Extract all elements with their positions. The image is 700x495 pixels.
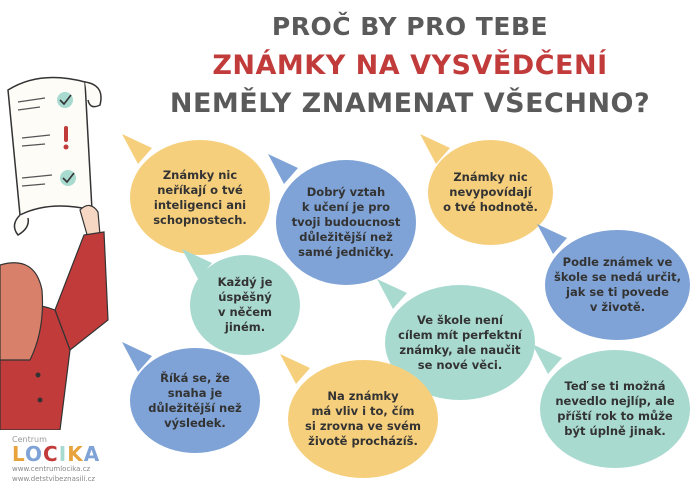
speech-bubble-effort xyxy=(130,348,260,453)
speech-bubble-circumstances xyxy=(288,360,438,478)
bubble-tail xyxy=(122,342,152,372)
bubble-text: Známky nic nevypovídají o tvé hodnotě. xyxy=(443,170,538,214)
bubble-text: Známky nic neříkají o tvé inteligenci ani schopnostech. xyxy=(153,167,247,227)
speech-bubble-relationship xyxy=(276,160,416,285)
title-line-3: NEMĚLY ZNAMENAT VŠECHNO? xyxy=(169,88,651,119)
speech-bubble-intelligence xyxy=(130,140,270,255)
bubble-tail xyxy=(537,224,567,254)
bubble-text: Ve škole není cílem mít perfektní známky, ale naučit se nové věci. xyxy=(398,312,522,372)
speech-bubble-value xyxy=(428,140,553,245)
logo-main-text xyxy=(12,444,100,464)
bubble-text: Každý je úspěšný v něčem jiném. xyxy=(217,275,273,334)
centrum-locika-logo xyxy=(12,435,100,464)
girl-holding-certificate-illustration xyxy=(0,60,130,430)
bubble-tail xyxy=(377,279,407,309)
logo-letter: I xyxy=(58,442,68,466)
bubble-text: Na známky má vliv i to, čím si zrovna ve svém životě procházíš. xyxy=(305,389,421,448)
title-line-1: PROČ BY PRO TEBE xyxy=(271,12,549,41)
logo-letter: C xyxy=(43,442,59,466)
bubble-tail xyxy=(122,134,152,164)
bubble-tail xyxy=(420,134,450,164)
bubble-tail xyxy=(532,344,562,374)
website-links xyxy=(12,464,95,484)
bubble-text: Teď se ti možná nevedlo nejlíp, ale příští rok to může být úplně jinak. xyxy=(555,379,675,438)
logo-letter: L xyxy=(12,442,26,466)
bubble-tail xyxy=(280,354,310,384)
speech-bubble-success xyxy=(190,255,300,355)
url-detstvi-bez-nasili[interactable]: www.detstvibeznasili.cz xyxy=(12,475,96,483)
logo-letter: O xyxy=(25,442,44,466)
logo-small-text: Centrum xyxy=(12,435,47,444)
speech-bubble-life xyxy=(545,230,690,340)
bubble-tail xyxy=(182,249,212,279)
url-centrum-locika[interactable]: www.centrumlocika.cz xyxy=(12,465,91,473)
bubble-tail xyxy=(268,154,298,184)
bubble-text: Dobrý vztah k učení je pro tvoji budoucnost důležitější než samé jedničky. xyxy=(291,185,401,259)
logo-letter: A xyxy=(83,442,101,466)
speech-bubble-next-year xyxy=(540,350,690,468)
bubble-text: Podle známek ve škole se nedá určit, jak se ti povede v životě. xyxy=(554,255,681,314)
title-line-2: ZNÁMKY NA VYSVĚDČENÍ xyxy=(212,50,608,81)
logo-letter: K xyxy=(67,442,84,466)
bubble-text: Říká se, že snaha je důležitější než výsledek. xyxy=(148,370,242,430)
